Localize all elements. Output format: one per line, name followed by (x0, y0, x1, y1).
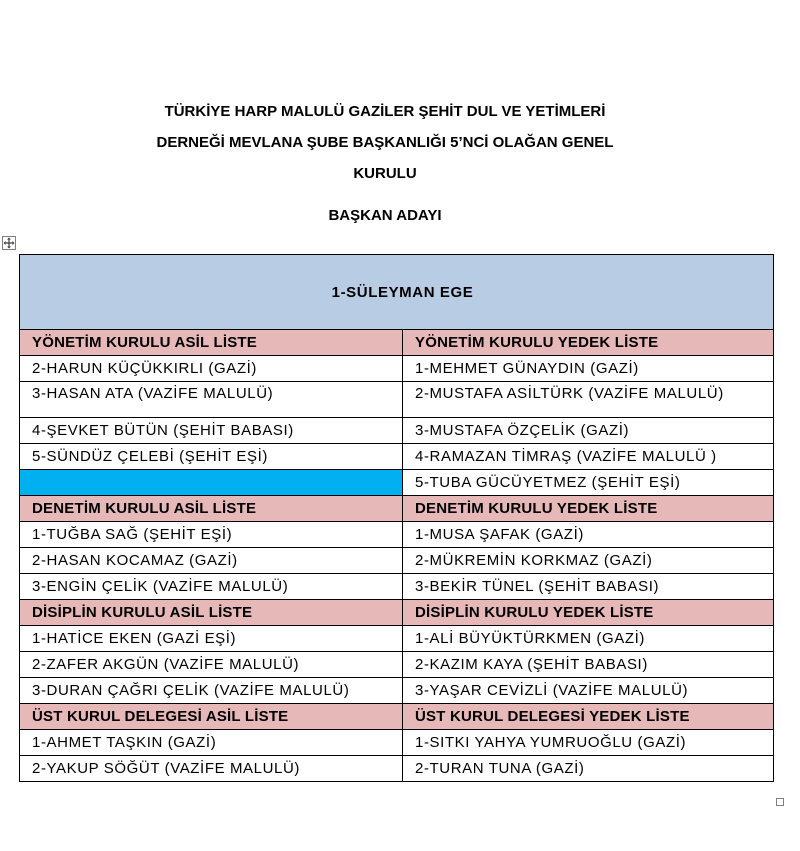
candidate-table (19, 254, 774, 782)
candidate-cell: 2-TURAN TUNA (GAZİ) (403, 756, 774, 782)
candidate-cell: 1-ALİ BÜYÜKTÜRKMEN (GAZİ) (403, 626, 774, 652)
candidate-cell: 1-AHMET TAŞKIN (GAZİ) (20, 730, 403, 756)
candidate-cell: 2-ZAFER AKGÜN (VAZİFE MALULÜ) (20, 652, 403, 678)
candidate-cell: 2-KAZIM KAYA (ŞEHİT BABASI) (403, 652, 774, 678)
section-header-row (20, 600, 774, 626)
candidate-cell: 2-HARUN KÜÇÜKKIRLI (GAZİ) (20, 356, 403, 382)
title-line: TÜRKİYE HARP MALULÜ GAZİLER ŞEHİT DUL VE YETİMLERİ (164, 103, 606, 120)
document-subtitle: BAŞKAN ADAYI (328, 207, 442, 224)
section-title-left: ÜST KURUL DELEGESİ ASİL LİSTE (20, 704, 403, 730)
section-title-left: YÖNETİM KURULU ASİL LİSTE (20, 330, 403, 356)
candidate-cell: 3-YAŞAR CEVİZLİ (VAZİFE MALULÜ) (403, 678, 774, 704)
candidate-cell: 1-MUSA ŞAFAK (GAZİ) (403, 522, 774, 548)
section-title-left: DENETİM KURULU ASİL LİSTE (20, 496, 403, 522)
table-row (20, 730, 774, 756)
table-row (20, 382, 774, 418)
table-row (20, 574, 774, 600)
table-row (20, 444, 774, 470)
candidate-cell: 3-BEKİR TÜNEL (ŞEHİT BABASI) (403, 574, 774, 600)
candidate-cell: 5-SÜNDÜZ ÇELEBİ (ŞEHİT EŞİ) (20, 444, 403, 470)
table-row (20, 756, 774, 782)
section-title-right: DİSİPLİN KURULU YEDEK LİSTE (403, 600, 774, 626)
table-row (20, 548, 774, 574)
candidate-cell: 3-MUSTAFA ÖZÇELİK (GAZİ) (403, 418, 774, 444)
candidate-cell: 2-MUSTAFA ASİLTÜRK (VAZİFE MALULÜ) (403, 382, 774, 418)
candidate-cell: 1-MEHMET GÜNAYDIN (GAZİ) (403, 356, 774, 382)
table-row (20, 522, 774, 548)
candidate-cell: 1-TUĞBA SAĞ (ŞEHİT EŞİ) (20, 522, 403, 548)
section-header-row (20, 704, 774, 730)
chairman-row (20, 255, 774, 330)
table-row (20, 418, 774, 444)
candidate-cell: 1-SITKI YAHYA YUMRUOĞLU (GAZİ) (403, 730, 774, 756)
table-row (20, 678, 774, 704)
section-title-left: DİSİPLİN KURULU ASİL LİSTE (20, 600, 403, 626)
candidate-cell: 2-YAKUP SÖĞÜT (VAZİFE MALULÜ) (20, 756, 403, 782)
table-move-handle-icon[interactable] (2, 236, 16, 250)
table-row (20, 470, 774, 496)
chairman-name: 1-SÜLEYMAN EGE (20, 255, 774, 330)
candidate-cell: 4-ŞEVKET BÜTÜN (ŞEHİT BABASI) (20, 418, 403, 444)
candidate-cell: 2-HASAN KOCAMAZ (GAZİ) (20, 548, 403, 574)
candidate-cell: 4-RAMAZAN TİMRAŞ (VAZİFE MALULÜ ) (403, 444, 774, 470)
table-resize-handle-icon[interactable] (776, 798, 784, 806)
section-title-right: DENETİM KURULU YEDEK LİSTE (403, 496, 774, 522)
title-line: DERNEĞİ MEVLANA ŞUBE BAŞKANLIĞI 5’NCİ OLAĞAN GENEL (156, 134, 614, 151)
table-row (20, 356, 774, 382)
highlighted-empty-cell (20, 470, 403, 496)
document-title (0, 96, 770, 189)
candidate-cell: 1-HATİCE EKEN (GAZİ EŞİ) (20, 626, 403, 652)
candidate-cell: 2-MÜKREMİN KORKMAZ (GAZİ) (403, 548, 774, 574)
title-line: KURULU (353, 165, 417, 182)
candidate-cell: 3-ENGİN ÇELİK (VAZİFE MALULÜ) (20, 574, 403, 600)
section-title-right: YÖNETİM KURULU YEDEK LİSTE (403, 330, 774, 356)
table-row (20, 652, 774, 678)
section-header-row (20, 496, 774, 522)
candidate-cell: 5-TUBA GÜCÜYETMEZ (ŞEHİT EŞİ) (403, 470, 774, 496)
candidate-cell: 3-HASAN ATA (VAZİFE MALULÜ) (20, 382, 403, 418)
table-row (20, 626, 774, 652)
section-header-row (20, 330, 774, 356)
section-title-right: ÜST KURUL DELEGESİ YEDEK LİSTE (403, 704, 774, 730)
candidate-cell: 3-DURAN ÇAĞRI ÇELİK (VAZİFE MALULÜ) (20, 678, 403, 704)
